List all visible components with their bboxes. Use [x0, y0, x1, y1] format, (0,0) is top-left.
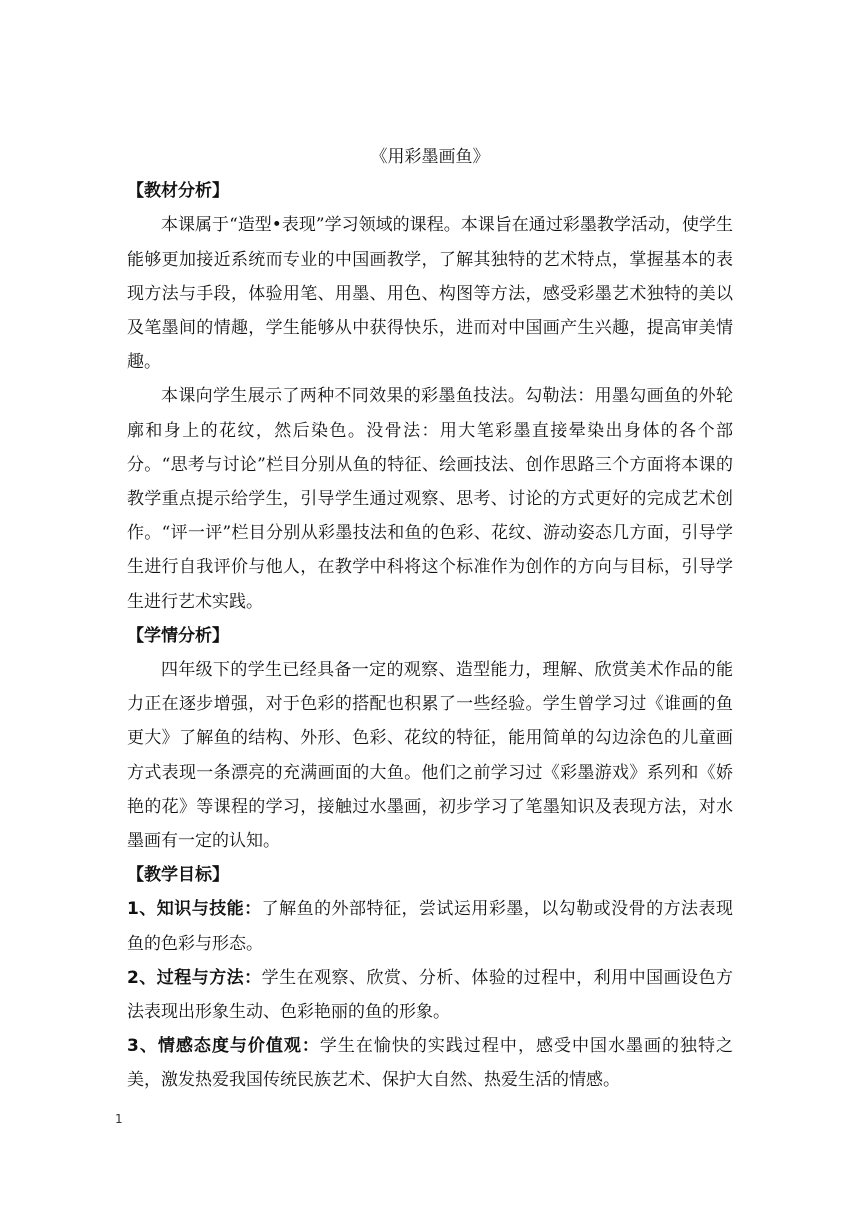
- section-heading-material: 【教材分析】: [127, 181, 229, 202]
- goal-text: 学生在观察、欣赏、分析、体验的过程中，利用中国画设色方法表现出形象生动、色彩艳丽的鱼的形象。: [127, 967, 733, 1023]
- document-body: [127, 140, 733, 1098]
- document-title: 《用彩墨画鱼》: [370, 147, 490, 167]
- students-paragraph-1: 四年级下的学生已经具备一定的观察、造型能力，理解、欣赏美术作品的能力正在逐步增强，对于色彩的搭配也积累了一些经验。学生曾学习过《谁画的鱼更大》了解鱼的结构、外形、色彩、花纹的特征，能用简单的勾边涂色的儿童画方式表现一条漂亮的充满画面的大鱼。他们之前学习过《彩墨游戏》系列和《娇艳的花》等课程的学习，接触过水墨画，初步学习了笔墨知识及表现方法，对水墨画有一定的认知。: [127, 660, 733, 852]
- goal-item-attitude: [127, 1029, 733, 1097]
- section-heading-students: 【学情分析】: [127, 625, 229, 646]
- material-paragraph-2: 本课向学生展示了两种不同效果的彩墨鱼技法。勾勒法：用墨勾画鱼的外轮廓和身上的花纹，然后染色。没骨法：用大笔彩墨直接晕染出身体的各个部分。“思考与讨论”栏目分别从鱼的特征、绘画技法、创作思路三个方面将本课的教学重点提示给学生，引导学生通过观察、思考、讨论的方式更好的完成艺术创作。“评一评”栏目分别从彩墨技法和鱼的色彩、花纹、游动姿态几方面，引导学生进行自我评价与他人，在教学中科将这个标准作为创作的方向与目标，引导学生进行艺术实践。: [127, 386, 733, 612]
- section-heading-goals: 【教学目标】: [127, 865, 229, 886]
- goal-text: 了解鱼的外部特征，尝试运用彩墨，以勾勒或没骨的方法表现鱼的色彩与形态。: [127, 899, 733, 954]
- goal-label: 3、情感态度与价值观：: [127, 1036, 320, 1057]
- goal-item-process: [127, 961, 733, 1029]
- goal-item-knowledge: [127, 892, 733, 960]
- goal-text: 学生在愉快的实践过程中，感受中国水墨画的独特之美，激发热爱我国传统民族艺术、保护大自然、热爱生活的情感。: [127, 1036, 733, 1091]
- goal-label: 1、知识与技能：: [127, 899, 262, 920]
- page-number: 1: [115, 1112, 123, 1126]
- material-paragraph-1: 本课属于“造型•表现”学习领域的课程。本课旨在通过彩墨教学活动，使学生能够更加接近系统而专业的中国画教学，了解其独特的艺术特点，掌握基本的表现方法与手段，体验用笔、用墨、用色、构图等方法，感受彩墨艺术独特的美以及笔墨间的情趣，学生能够从中获得快乐，进而对中国画产生兴趣，提高审美情趣。: [127, 215, 733, 373]
- goal-label: 2、过程与方法：: [127, 967, 262, 988]
